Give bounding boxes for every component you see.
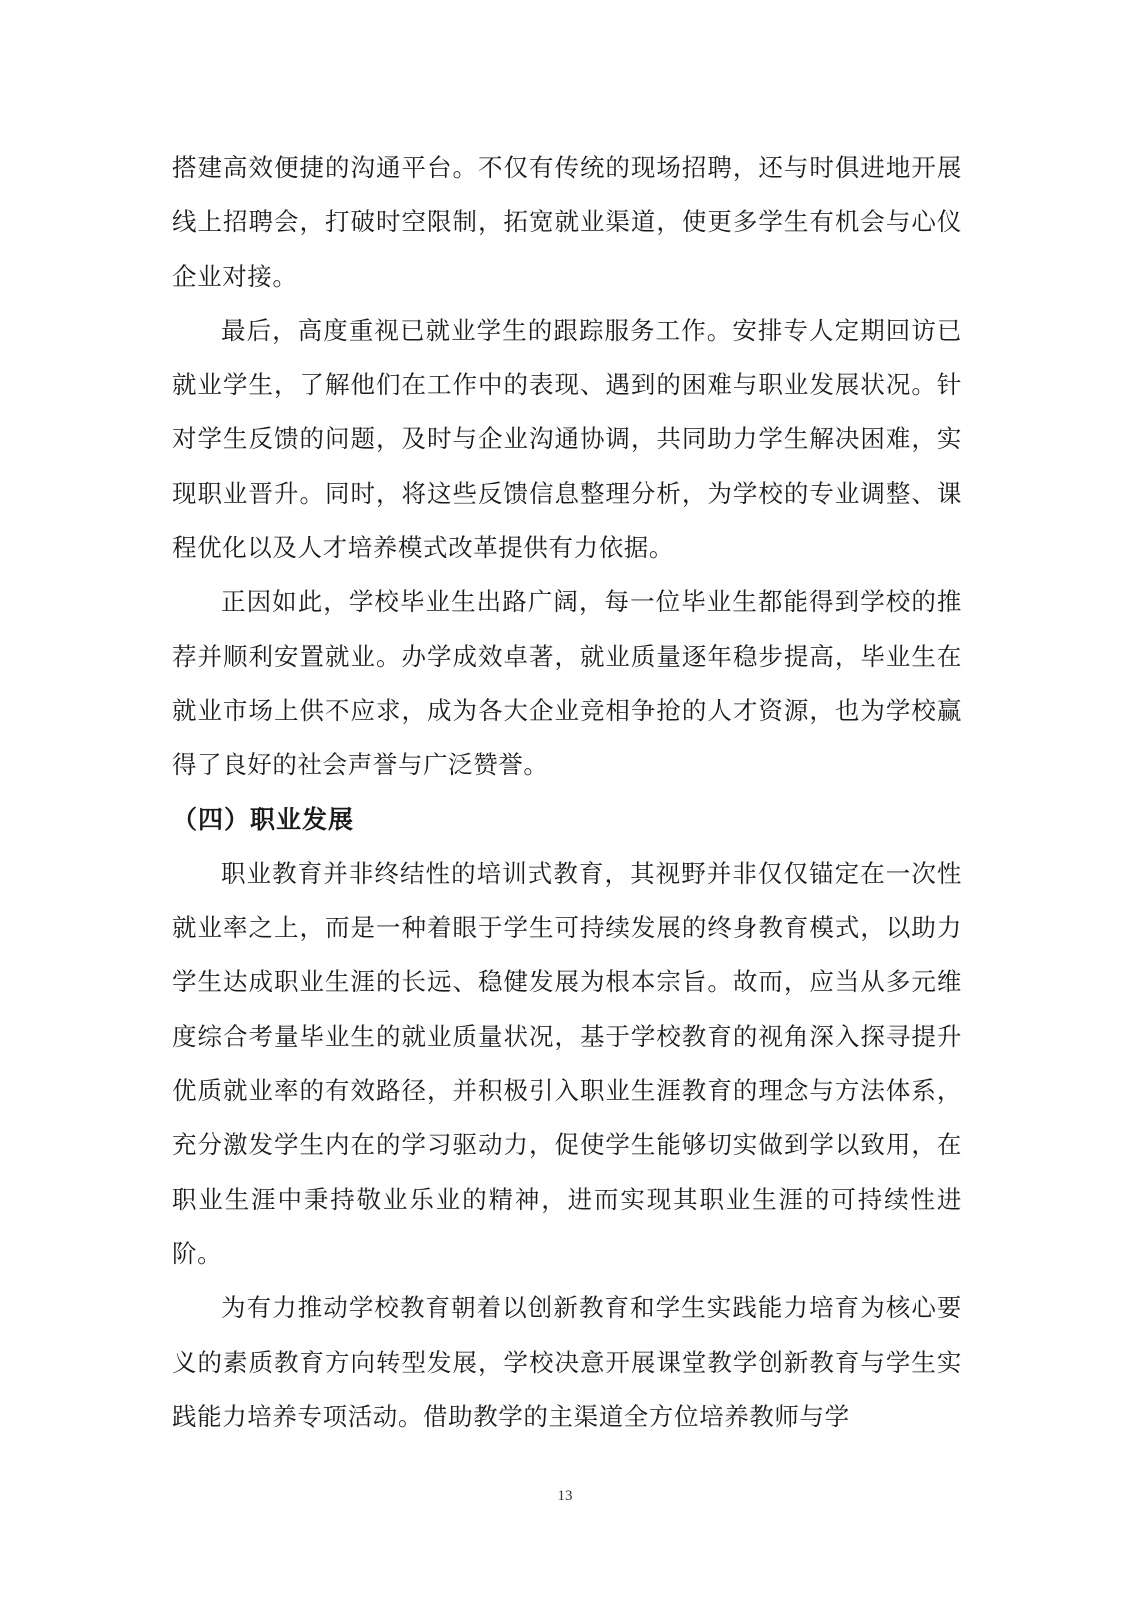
section-heading: （四）职业发展	[172, 804, 355, 834]
paragraph-innovation-education: 为有力推动学校教育朝着以创新教育和学生实践能力培育为核心要义的素质教育方向转型发展，学校决意开展课堂教学创新教育与学生实践能力培养专项活动。借助教学的主渠道全方位培养教师与学	[172, 1293, 962, 1431]
document-body	[172, 141, 962, 1444]
paragraph-career-education: 职业教育并非终结性的培训式教育，其视野并非仅仅锚定在一次性就业率之上，而是一种着眼于学生可持续发展的终身教育模式，以助力学生达成职业生涯的长远、稳健发展为根本宗旨。故而，应当从多元维度综合考量毕业生的就业质量状况，基于学校教育的视角深入探寻提升优质就业率的有效路径，并积极引入职业生涯教育的理念与方法体系，充分激发学生内在的学习驱动力，促使学生能够切实做到学以致用，在职业生涯中秉持敬业乐业的精神，进而实现其职业生涯的可持续性进阶。	[172, 858, 962, 1268]
page-number: 13	[557, 1488, 573, 1504]
paragraph-employment-outcome: 正因如此，学校毕业生出路广阔，每一位毕业生都能得到学校的推荐并顺利安置就业。办学成效卓著，就业质量逐年稳步提高，毕业生在就业市场上供不应求，成为各大企业竞相争抢的人才资源，也为学校赢得了良好的社会声誉与广泛赞誉。	[172, 587, 962, 780]
paragraph-continuation: 搭建高效便捷的沟通平台。不仅有传统的现场招聘，还与时俱进地开展线上招聘会，打破时空限制，拓宽就业渠道，使更多学生有机会与心仪企业对接。	[172, 153, 962, 291]
paragraph-follow-up-service: 最后，高度重视已就业学生的跟踪服务工作。安排专人定期回访已就业学生，了解他们在工作中的表现、遇到的困难与职业发展状况。针对学生反馈的问题，及时与企业沟通协调，共同助力学生解决困难，实现职业晋升。同时，将这些反馈信息整理分析，为学校的专业调整、课程优化以及人才培养模式改革提供有力依据。	[172, 315, 962, 563]
